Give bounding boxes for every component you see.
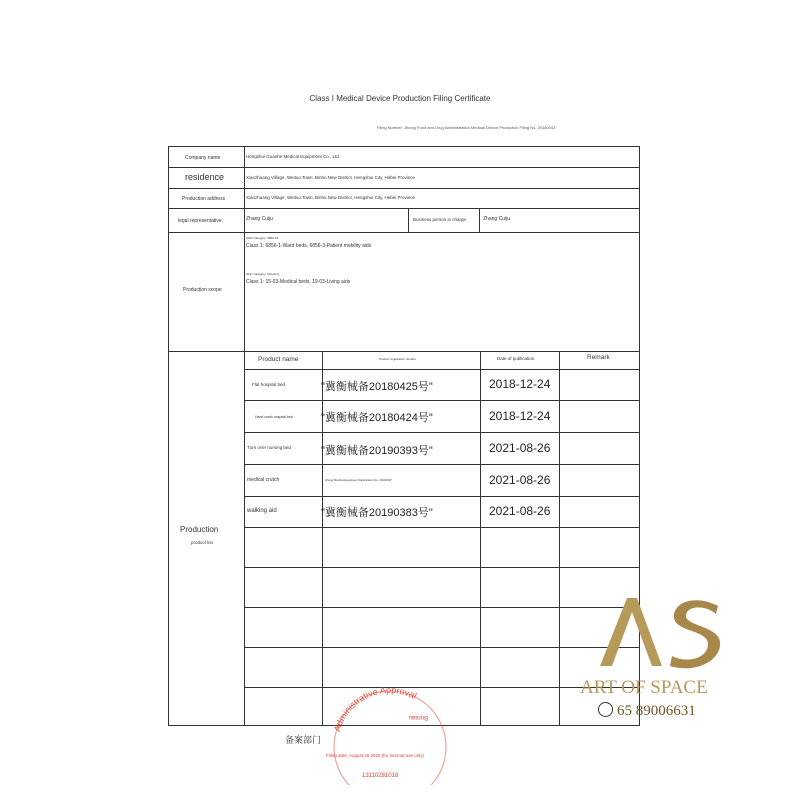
production-address-label: Production address: [182, 196, 226, 202]
legal-representative-value: Zhang Cuiju: [246, 216, 273, 222]
brand-watermark-logo: [592, 592, 732, 672]
product-date: 2018-12-24: [489, 409, 551, 423]
person-in-charge-value: Zhang Cuiju: [483, 216, 510, 222]
company-name-value: Hengshui Guanhe Medical Equipment Co., Ltd.: [246, 154, 341, 159]
product-date: 2021-08-26: [489, 473, 551, 487]
header-date-of-publication: Date of publication: [497, 356, 535, 361]
person-in-charge-label: Business person in charge: [413, 217, 467, 222]
header-remark: Remark: [587, 354, 610, 361]
product-list-label: product list: [191, 540, 213, 545]
brand-watermark-text: ART OF SPACE: [580, 677, 708, 698]
certificate-table: [168, 146, 640, 726]
brand-watermark-phone: [598, 702, 696, 720]
scope-category-1-header: 2002 Category: 6856-03: [246, 236, 279, 240]
header-product-name: Product name: [258, 356, 299, 363]
filing-number: Filing Number: Jihong Food and Drug Administration Medical Device Production Filing No. 20180043: [377, 125, 556, 130]
brand-phone-number: 65 89006631: [617, 703, 696, 719]
stamp-text: Filing date: August 26 2020 (for internal use only): [326, 753, 425, 758]
scope-category-2-header: 2017 Category: Directory: [246, 272, 280, 276]
product-name: Flat hospital bed: [252, 382, 286, 387]
filing-department-label: 备案部门: [285, 735, 322, 745]
legal-representative-label: legal representative: [178, 218, 222, 224]
product-reg-number: Jihong Medical Equipment Registration No. 20190407: [325, 478, 392, 482]
product-reg-number: "冀衡械备20190393号": [321, 445, 433, 457]
product-name: medical crutch: [247, 477, 280, 483]
company-name-label: Company name: [185, 155, 221, 161]
product-reg-number: "冀衡械备20180424号": [321, 412, 433, 424]
residence-label: residence: [185, 172, 225, 182]
product-reg-number: "冀衡械备20190383号": [321, 507, 433, 519]
product-name: Turn over nursing bed: [247, 445, 291, 450]
scope-category-2-value: Class 1: 15-03-Medical beds, 19-03-Living aids: [246, 279, 351, 285]
header-registration-number: Product registration number: [379, 357, 417, 361]
product-date: 2018-12-24: [489, 377, 551, 391]
product-reg-number: "冀衡械备20180425号": [321, 381, 433, 393]
residence-value: Xiaozhuang Village, Weituo Town, Binhu New District, Hengshui City, Hebei Province: [246, 175, 416, 180]
product-date: 2021-08-26: [489, 441, 551, 455]
scope-category-1-value: Class 1: 6856-1-Ward beds, 6856-3-Patient mobility aids: [246, 243, 372, 249]
product-name: Hand crank hospital bed: [255, 415, 293, 419]
product-name: walking aid: [247, 508, 277, 514]
stamp-text: Bureau: [408, 714, 428, 720]
production-address-value: Xiaozhuang Village, Weituo Town, Binhu New District, Hengshui City, Hebei Province: [246, 195, 416, 200]
stamp-text: Administrative Approval: [331, 685, 419, 733]
stamp-text: 13110281018: [362, 773, 399, 779]
production-scope-label: Production scope: [183, 287, 222, 293]
svg-text:Administrative Approval: [332, 685, 418, 733]
product-date: 2021-08-26: [489, 504, 551, 518]
whatsapp-icon: [598, 702, 613, 717]
certificate-title: Class I Medical Device Production Filing Certificate: [309, 94, 491, 103]
production-label: Production: [180, 525, 219, 534]
official-stamp: [320, 685, 460, 785]
